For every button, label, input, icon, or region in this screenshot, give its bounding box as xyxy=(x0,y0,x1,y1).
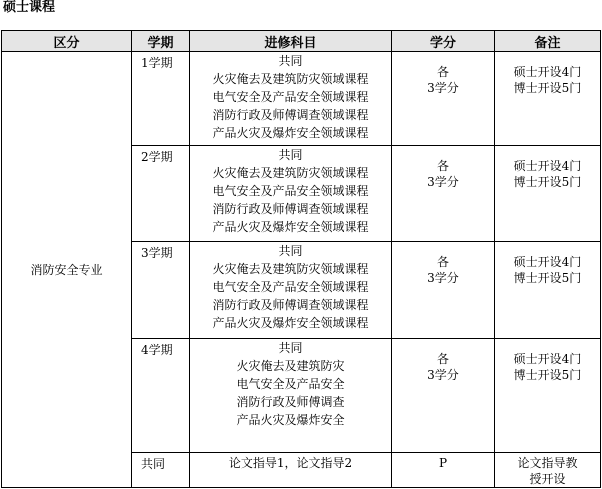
subject-line: 电气安全及产品安全领域课程 xyxy=(212,280,369,294)
notes-line: 硕士开设4门 xyxy=(513,352,582,366)
notes-line: 博士开设5门 xyxy=(513,81,582,95)
semester-cell: 4学期 xyxy=(132,339,190,453)
credits-cell xyxy=(392,146,495,242)
subject-line: 共同 xyxy=(278,54,303,68)
header-division: 区分 xyxy=(2,31,132,52)
subject-line: 产品火灾及爆炸安全领域课程 xyxy=(212,316,369,330)
notes-cell xyxy=(495,242,601,339)
subjects-cell xyxy=(190,52,392,146)
credits-line: 各 xyxy=(436,159,449,173)
credits-line: P xyxy=(438,456,448,470)
notes-line: 授开设 xyxy=(529,472,566,486)
subject-line: 共同 xyxy=(278,148,303,162)
semester-cell: 共同 xyxy=(132,453,190,488)
table-header-row xyxy=(2,31,601,52)
notes-line: 博士开设5门 xyxy=(513,368,582,382)
subject-line: 共同 xyxy=(278,341,303,355)
subject-line: 消防行政及师傅调查领域课程 xyxy=(212,108,369,122)
notes-cell xyxy=(495,52,601,146)
header-semester: 学期 xyxy=(132,31,190,52)
subject-line: 消防行政及师傅调查领域课程 xyxy=(212,298,369,312)
subject-line: 产品火灾及爆炸安全领域课程 xyxy=(212,220,369,234)
subject-line: 电气安全及产品安全 xyxy=(236,377,345,391)
subject-line: 共同 xyxy=(278,244,303,258)
subject-line: 消防行政及师傅调查领域课程 xyxy=(212,202,369,216)
notes-line: 硕士开设4门 xyxy=(513,65,582,79)
semester-cell: 3学期 xyxy=(132,242,190,339)
credits-cell xyxy=(392,242,495,339)
table-row xyxy=(2,52,601,146)
credits-line: 3学分 xyxy=(427,175,459,189)
subject-line: 火灾俺去及建筑防灾 xyxy=(236,359,345,373)
credits-line: 3学分 xyxy=(427,81,459,95)
course-table xyxy=(1,30,601,488)
header-subjects: 进修科目 xyxy=(190,31,392,52)
credits-line: 3学分 xyxy=(427,271,459,285)
credits-line: 各 xyxy=(436,255,449,269)
notes-line: 论文指导教 xyxy=(517,456,578,470)
subject-line: 产品火灾及爆炸安全领域课程 xyxy=(212,126,369,140)
subject-line: 论文指导1，论文指导2 xyxy=(228,456,353,470)
subject-line: 火灾俺去及建筑防灾领域课程 xyxy=(212,72,369,86)
notes-cell xyxy=(495,453,601,488)
credits-cell xyxy=(392,453,495,488)
semester-cell: 2学期 xyxy=(132,146,190,242)
credits-cell xyxy=(392,339,495,453)
subject-line: 火灾俺去及建筑防灾领域课程 xyxy=(212,166,369,180)
credits-line: 各 xyxy=(436,352,449,366)
subjects-cell xyxy=(190,453,392,488)
notes-cell xyxy=(495,146,601,242)
subjects-cell xyxy=(190,146,392,242)
notes-line: 博士开设5门 xyxy=(513,175,582,189)
header-notes: 备注 xyxy=(495,31,601,52)
credits-line: 各 xyxy=(436,65,449,79)
header-credits: 学分 xyxy=(392,31,495,52)
notes-line: 硕士开设4门 xyxy=(513,255,582,269)
page-title: 硕士课程 xyxy=(3,0,56,15)
credits-line: 3学分 xyxy=(427,368,459,382)
subject-line: 电气安全及产品安全领域课程 xyxy=(212,184,369,198)
notes-line: 硕士开设4门 xyxy=(513,159,582,173)
credits-cell xyxy=(392,52,495,146)
subjects-cell xyxy=(190,242,392,339)
division-cell: 消防安全专业 xyxy=(2,52,132,488)
semester-cell: 1学期 xyxy=(132,52,190,146)
notes-cell xyxy=(495,339,601,453)
subjects-cell xyxy=(190,339,392,453)
subject-line: 火灾俺去及建筑防灾领域课程 xyxy=(212,262,369,276)
notes-line: 博士开设5门 xyxy=(513,271,582,285)
subject-line: 产品火灾及爆炸安全 xyxy=(236,413,345,427)
subject-line: 消防行政及师傅调查 xyxy=(236,395,345,409)
subject-line: 电气安全及产品安全领域课程 xyxy=(212,90,369,104)
